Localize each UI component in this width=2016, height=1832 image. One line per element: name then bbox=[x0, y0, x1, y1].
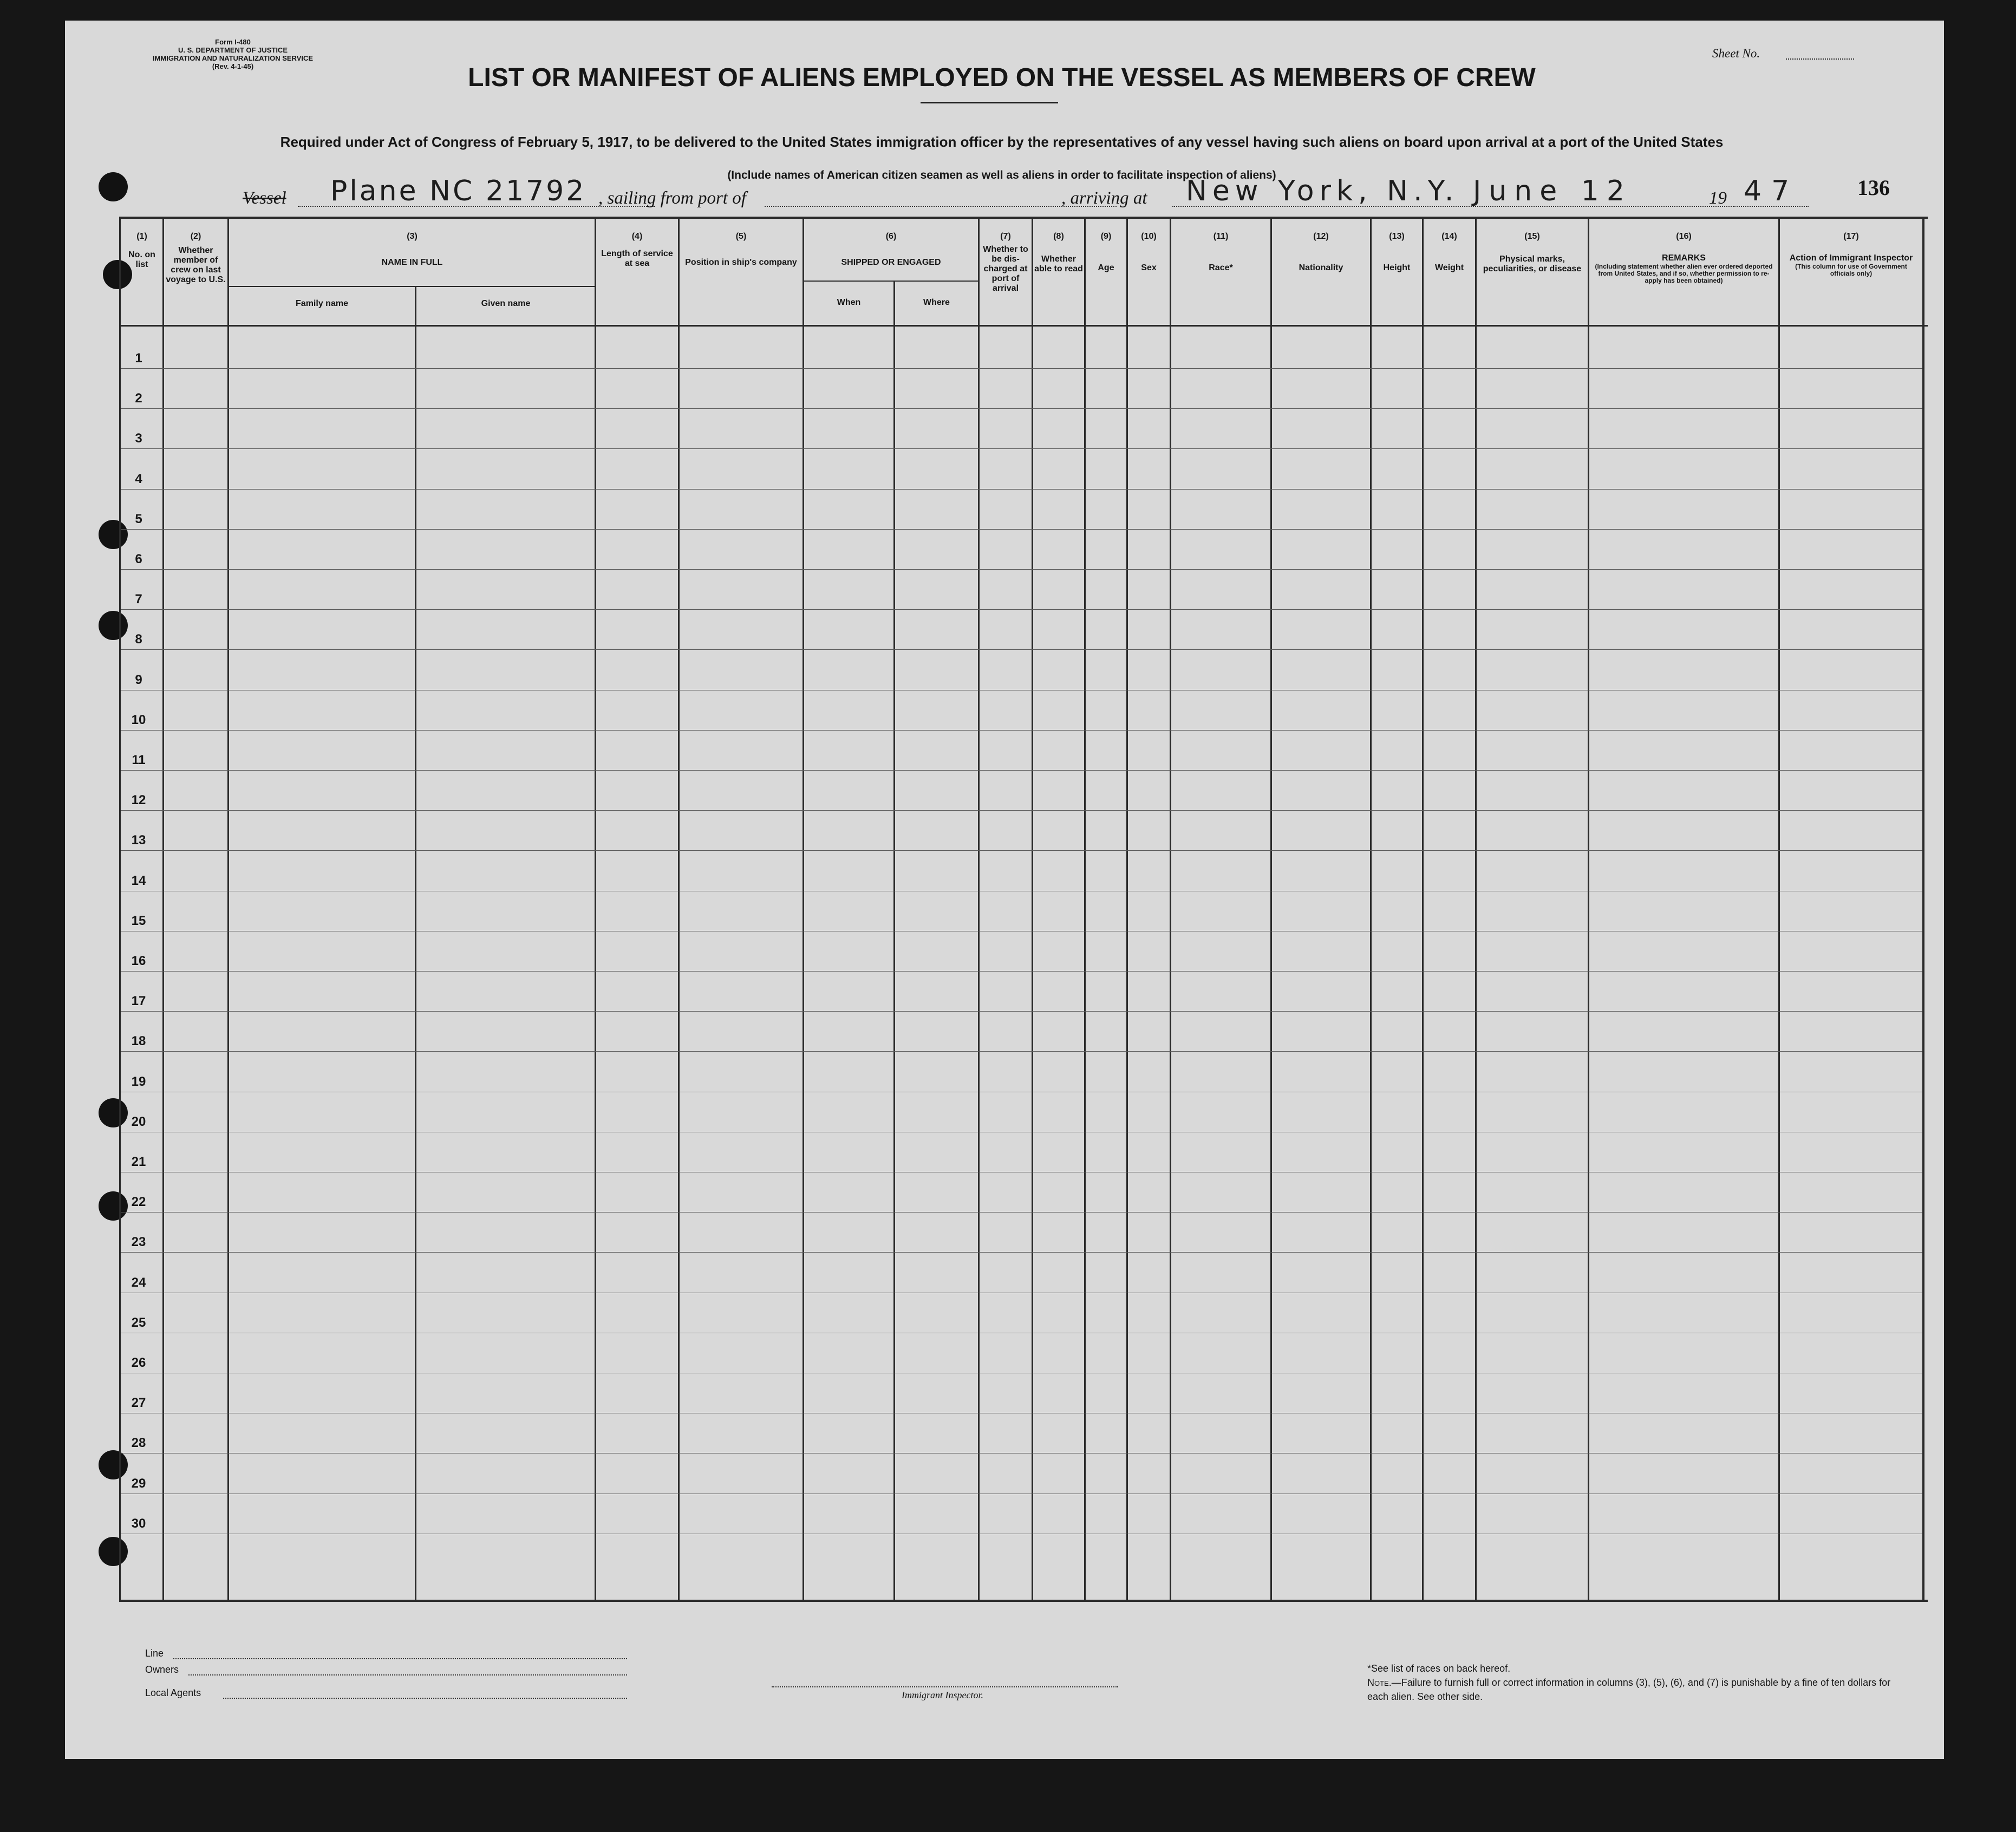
year-value[interactable]: 47 bbox=[1744, 175, 1799, 207]
col-divider bbox=[1126, 217, 1128, 1602]
col-detail-17: (This column for use of Government officials only) bbox=[1795, 263, 1907, 277]
table-row bbox=[121, 569, 1922, 570]
row-number: 22 bbox=[131, 1195, 146, 1209]
col-header-3 bbox=[229, 232, 595, 268]
form-subtitle: Required under Act of Congress of February 5, 1917, to be delivered to the United States immigration officer by the representatives of any vessel having such aliens on board upon arrival at a port of the United States bbox=[280, 134, 1724, 150]
col-label-16: REMARKS bbox=[1662, 253, 1706, 263]
col-num-15: (15) bbox=[1524, 232, 1540, 241]
arriving-value[interactable]: New York, N.Y. bbox=[1186, 175, 1459, 207]
table-row bbox=[121, 448, 1922, 449]
note-prefix: Note. bbox=[1367, 1677, 1392, 1688]
table-row bbox=[121, 368, 1922, 369]
row-number: 20 bbox=[131, 1114, 146, 1129]
col-divider bbox=[1422, 217, 1424, 1602]
table-row bbox=[121, 850, 1922, 851]
punch-hole bbox=[99, 1450, 128, 1479]
row-number: 23 bbox=[131, 1235, 146, 1249]
title-underline bbox=[921, 102, 1058, 103]
col-label-9: Age bbox=[1098, 263, 1114, 272]
col-divider bbox=[678, 217, 680, 1602]
col-label-17: Action of Immigrant Inspector bbox=[1789, 253, 1913, 263]
row-number: 12 bbox=[131, 793, 146, 807]
col-sub-family: Family name bbox=[296, 299, 348, 308]
col-label-1: No. on list bbox=[128, 250, 155, 269]
line-field[interactable] bbox=[173, 1658, 627, 1659]
col-detail-16: (Including statement whether alien ever ordered deported from United States, and if so, whether permission to re-apply has been obtained) bbox=[1595, 263, 1773, 284]
col-divider bbox=[227, 217, 229, 1602]
col-divider bbox=[1475, 217, 1477, 1602]
col-header-9 bbox=[1086, 232, 1126, 273]
form-number: Form I-480 bbox=[215, 38, 251, 46]
table-left-rule bbox=[119, 217, 121, 1602]
col-label-10: Sex bbox=[1141, 263, 1157, 272]
col-num-12: (12) bbox=[1313, 232, 1329, 241]
col-divider bbox=[1588, 217, 1589, 1602]
row-number: 28 bbox=[131, 1436, 146, 1450]
owners-label: Owners bbox=[145, 1664, 179, 1675]
col-label-7: Whether to be dis-charged at port of arrival bbox=[983, 245, 1028, 293]
table-row bbox=[121, 649, 1922, 650]
vessel-label: Vessel bbox=[243, 188, 286, 208]
punch-hole bbox=[99, 1191, 128, 1221]
inspector-signature-field[interactable] bbox=[772, 1686, 1118, 1687]
table-row bbox=[121, 529, 1922, 530]
races-note: *See list of races on back hereof. bbox=[1367, 1663, 1511, 1674]
col-label-3: NAME IN FULL bbox=[381, 258, 443, 267]
col-divider bbox=[803, 217, 804, 1602]
col-header-16 bbox=[1589, 232, 1778, 284]
agents-field[interactable] bbox=[223, 1698, 627, 1699]
col-label-12: Nationality bbox=[1299, 263, 1343, 272]
table-bottom-rule bbox=[119, 1600, 1928, 1602]
col-num-9: (9) bbox=[1100, 232, 1112, 241]
col-label-2: Whether member of crew on last voyage to U.S. bbox=[166, 246, 226, 284]
row-number: 7 bbox=[135, 592, 142, 607]
table-row bbox=[121, 730, 1922, 731]
col-num-1: (1) bbox=[136, 232, 147, 241]
form-service: IMMIGRATION AND NATURALIZATION SERVICE bbox=[152, 54, 314, 62]
row-number: 15 bbox=[131, 914, 146, 928]
row-number: 1 bbox=[135, 351, 142, 366]
col-header-11 bbox=[1171, 232, 1270, 273]
sailing-label: , sailing from port of bbox=[598, 188, 746, 208]
row-number: 25 bbox=[131, 1315, 146, 1330]
table-row bbox=[121, 408, 1922, 409]
date-value[interactable]: June 12 bbox=[1473, 175, 1632, 207]
col-header-8 bbox=[1033, 232, 1084, 274]
col-header-2 bbox=[164, 232, 227, 285]
table-row bbox=[121, 971, 1922, 972]
table-top-rule bbox=[119, 217, 1928, 219]
col-sub-when: When bbox=[837, 298, 861, 307]
row-number: 10 bbox=[131, 713, 146, 727]
col-header-13 bbox=[1372, 232, 1422, 273]
row-number: 13 bbox=[131, 833, 146, 847]
sheet-number: 136 bbox=[1857, 175, 1890, 200]
table-row bbox=[121, 770, 1922, 771]
col-label-8: Whether able to read bbox=[1034, 255, 1083, 273]
table-row bbox=[121, 1051, 1922, 1052]
row-number: 16 bbox=[131, 954, 146, 968]
row-number: 27 bbox=[131, 1396, 146, 1410]
year-prefix: 19 bbox=[1709, 188, 1727, 208]
col-header-10 bbox=[1128, 232, 1170, 273]
row-number: 4 bbox=[135, 472, 142, 486]
col-header-6 bbox=[804, 232, 978, 268]
col-num-5: (5) bbox=[735, 232, 747, 241]
col-header-12 bbox=[1272, 232, 1370, 273]
col-num-3: (3) bbox=[407, 232, 417, 241]
table-row bbox=[121, 609, 1922, 610]
name-subheader-rule bbox=[227, 286, 596, 287]
table-row bbox=[121, 489, 1922, 490]
inspector-label: Immigrant Inspector. bbox=[902, 1690, 983, 1700]
col-num-7: (7) bbox=[1000, 232, 1011, 241]
col-header-1 bbox=[121, 232, 162, 270]
row-number: 24 bbox=[131, 1275, 146, 1290]
row-number: 8 bbox=[135, 632, 142, 647]
col-divider bbox=[162, 217, 164, 1602]
col-divider bbox=[415, 286, 416, 1602]
col-divider bbox=[595, 217, 596, 1602]
col-num-8: (8) bbox=[1053, 232, 1064, 241]
col-num-16: (16) bbox=[1676, 232, 1692, 241]
row-number: 6 bbox=[135, 552, 142, 566]
table-header-bottom bbox=[119, 325, 1928, 327]
row-number: 18 bbox=[131, 1034, 146, 1048]
row-number: 21 bbox=[131, 1155, 146, 1169]
form-title: LIST OR MANIFEST OF ALIENS EMPLOYED ON THE VESSEL AS MEMBERS OF CREW bbox=[468, 63, 1536, 92]
col-num-11: (11) bbox=[1213, 232, 1229, 241]
col-label-11: Race* bbox=[1209, 263, 1233, 272]
col-header-4 bbox=[596, 232, 678, 269]
col-label-15: Physical marks, peculiarities, or disease bbox=[1483, 255, 1582, 273]
col-num-13: (13) bbox=[1389, 232, 1405, 241]
col-header-7 bbox=[980, 232, 1032, 294]
row-number: 3 bbox=[135, 431, 142, 446]
row-number: 17 bbox=[131, 994, 146, 1008]
col-label-5: Position in ship's company bbox=[685, 258, 797, 267]
col-divider bbox=[1370, 217, 1372, 1602]
punch-hole bbox=[99, 520, 128, 549]
punch-hole bbox=[99, 1098, 128, 1127]
col-divider bbox=[893, 281, 895, 1602]
row-number: 11 bbox=[132, 753, 146, 767]
fine-note bbox=[1367, 1675, 1909, 1704]
row-number: 14 bbox=[131, 873, 146, 888]
col-header-5 bbox=[680, 232, 803, 268]
note-text: —Failure to furnish full or correct information in columns (3), (5), (6), and (7) is punishable by a fine of ten dollars for each alien. See other side. bbox=[1367, 1677, 1891, 1702]
col-label-6: SHIPPED OR ENGAGED bbox=[841, 258, 941, 267]
row-number: 2 bbox=[135, 391, 142, 406]
manifest-sheet bbox=[65, 21, 1944, 1759]
col-divider bbox=[1084, 217, 1086, 1602]
include-note: (Include names of American citizen seamen as well as aliens in order to facilitate inspection of aliens) bbox=[727, 169, 1276, 181]
row-number: 9 bbox=[135, 673, 142, 687]
shipped-subheader-rule bbox=[803, 281, 979, 282]
col-sub-where: Where bbox=[923, 298, 950, 307]
row-number: 26 bbox=[131, 1355, 146, 1370]
col-divider bbox=[1170, 217, 1171, 1602]
row-number: 19 bbox=[131, 1074, 146, 1089]
form-rev: (Rev. 4-1-45) bbox=[212, 62, 254, 70]
col-header-14 bbox=[1424, 232, 1475, 273]
vessel-value[interactable]: Plane NC 21792 bbox=[330, 175, 586, 207]
col-num-2: (2) bbox=[190, 232, 201, 241]
sheet-no-label: Sheet No. bbox=[1712, 47, 1760, 60]
col-divider bbox=[1270, 217, 1272, 1602]
col-num-14: (14) bbox=[1441, 232, 1457, 241]
agents-label: Local Agents bbox=[145, 1687, 201, 1698]
punch-hole bbox=[99, 172, 128, 201]
year-field-line bbox=[1733, 206, 1809, 207]
col-divider bbox=[1032, 217, 1033, 1602]
table-row bbox=[121, 1252, 1922, 1253]
punch-hole bbox=[99, 611, 128, 640]
row-number: 5 bbox=[135, 512, 142, 526]
col-num-6: (6) bbox=[885, 232, 897, 241]
punch-hole bbox=[99, 1537, 128, 1566]
footer-note bbox=[1367, 1661, 1909, 1704]
owners-field[interactable] bbox=[188, 1674, 627, 1675]
col-sub-given: Given name bbox=[481, 299, 531, 308]
col-num-17: (17) bbox=[1843, 232, 1859, 241]
table-row bbox=[121, 810, 1922, 811]
row-number: 30 bbox=[131, 1516, 146, 1531]
table-row bbox=[121, 1011, 1922, 1012]
col-header-15 bbox=[1477, 232, 1588, 274]
col-label-13: Height bbox=[1383, 263, 1411, 272]
row-number: 29 bbox=[131, 1476, 146, 1491]
col-divider bbox=[978, 217, 980, 1602]
arriving-field-line bbox=[1172, 206, 1736, 207]
arriving-label: , arriving at bbox=[1061, 188, 1147, 208]
line-label: Line bbox=[145, 1648, 164, 1659]
col-num-4: (4) bbox=[631, 232, 643, 241]
col-label-4: Length of service at sea bbox=[601, 249, 673, 268]
form-dept: U. S. DEPARTMENT OF JUSTICE bbox=[178, 46, 288, 54]
col-header-17 bbox=[1780, 232, 1922, 277]
table-right-rule bbox=[1922, 217, 1924, 1602]
col-label-14: Weight bbox=[1434, 263, 1464, 272]
sheet-no-field[interactable] bbox=[1786, 58, 1854, 60]
col-divider bbox=[1778, 217, 1780, 1602]
col-num-10: (10) bbox=[1141, 232, 1157, 241]
